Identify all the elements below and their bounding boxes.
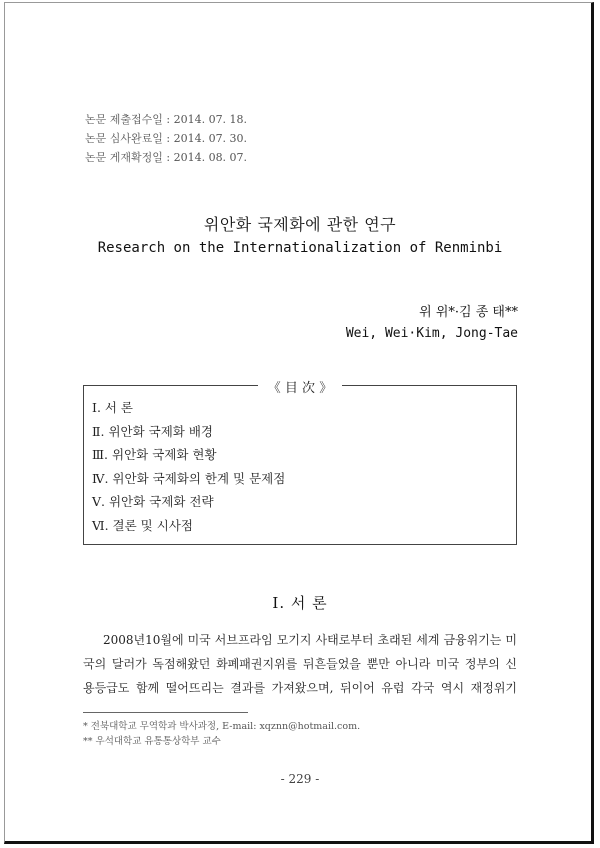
footnote-item: ** 우석대학교 유통통상학부 교수: [83, 736, 221, 747]
body-paragraph: [83, 628, 517, 700]
toc-item: Ⅳ. 위안화 국제화의 한계 및 문제점: [92, 470, 286, 486]
date-submitted: 논문 제출접수일 : 2014. 07. 18.: [85, 113, 248, 126]
toc-list: [92, 396, 285, 537]
toc-item: Ⅰ. 서 론: [92, 400, 134, 415]
paper-title-korean: 위안화 국제화에 관한 연구: [203, 215, 397, 234]
page-number: - 229 -: [280, 772, 320, 786]
paper-title-english: Research on the Internationalization of Renminbi: [97, 240, 503, 256]
section-heading: Ⅰ. 서 론: [272, 594, 328, 612]
authors-english: Wei, Wei·Kim, Jong-Tae: [345, 326, 518, 341]
toc-heading: 《 目 次 》: [258, 381, 342, 396]
toc-item: Ⅲ. 위안화 국제화 현황: [92, 447, 217, 462]
toc-item: Ⅵ. 결론 및 시사점: [92, 517, 193, 533]
footnote-item: * 전북대학교 무역학과 박사과정, E-mail: xqznn@hotmail.com.: [83, 721, 361, 732]
body-line: 2008년10월에 미국 서브프라임 모기지 사태로부터 초래된 세계 금융위기는 미: [103, 633, 517, 647]
toc-item: Ⅴ. 위안화 국제화 전략: [92, 494, 214, 509]
footnote-divider: [83, 712, 248, 713]
date-reviewed: 논문 심사완료일 : 2014. 07. 30.: [85, 132, 248, 145]
body-line: 국의 달러가 독점해왔던 화폐패권지위를 뒤흔들었을 뿐만 아니라 미국 정부의 신: [83, 657, 517, 671]
body-line: 용등급도 함께 떨어뜨리는 결과를 가져왔으며, 뒤이어 유럽 각국 역시 재정위기: [83, 681, 517, 695]
authors-korean: 위 위*·김 종 태**: [419, 305, 518, 320]
table-of-contents: [83, 381, 517, 545]
footnotes: [83, 719, 360, 749]
toc-item: Ⅱ. 위안화 국제화 배경: [92, 423, 213, 439]
date-confirmed: 논문 게재확정일 : 2014. 08. 07.: [85, 151, 248, 164]
submission-dates: [85, 110, 247, 167]
